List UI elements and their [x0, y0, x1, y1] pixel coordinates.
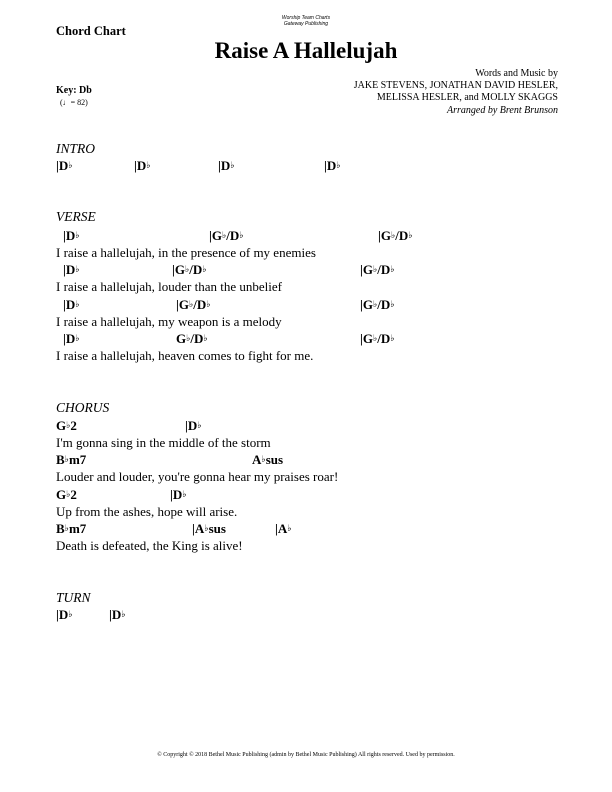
chord-root: B: [56, 521, 65, 536]
document-label: Chord Chart: [56, 24, 126, 38]
chord-root: D: [220, 158, 231, 173]
flat-sign: ♭: [75, 229, 80, 240]
flat-sign: ♭: [75, 298, 80, 309]
flat-sign: ♭: [146, 159, 151, 170]
chord-symbol: [176, 297, 211, 313]
flat-sign: ♭: [64, 453, 69, 464]
flat-sign: ♭: [202, 263, 207, 274]
section-label-turn: TURN: [56, 590, 91, 605]
chord-symbol: [56, 452, 86, 468]
chord-symbol: [185, 418, 202, 434]
bar-line: |: [172, 262, 175, 277]
bar-line: |: [218, 158, 221, 173]
flat-sign: ♭: [390, 332, 395, 343]
chord-root: G: [174, 262, 185, 277]
chord-symbol: [252, 452, 283, 468]
chord-root: G: [380, 228, 391, 243]
flat-sign: ♭: [261, 453, 266, 464]
chord-symbol: [360, 262, 395, 278]
song-title: Raise A Hallelujah: [214, 38, 398, 63]
lyric-line: I raise a hallelujah, in the presence of my enemies: [56, 245, 316, 260]
flat-sign: ♭: [75, 263, 80, 274]
writers-line-2: MELISSA HESLER, and MOLLY SKAGGS: [376, 92, 558, 104]
chord-suffix: /D: [226, 228, 240, 243]
chord-root: G: [176, 331, 187, 346]
flat-sign: ♭: [206, 298, 211, 309]
bar-line: |: [360, 297, 363, 312]
chord-root: B: [56, 452, 65, 467]
bar-line: |: [176, 297, 179, 312]
chord-suffix: 2: [70, 487, 77, 502]
publisher-line-2: Gateway Publishing: [283, 21, 329, 27]
lyric-line: I raise a hallelujah, heaven comes to fight for me.: [56, 348, 314, 363]
chord-suffix: /D: [377, 331, 391, 346]
bar-line: |: [63, 262, 66, 277]
chord-symbol: [218, 158, 235, 174]
chord-suffix: m7: [68, 521, 87, 536]
chord-suffix: /D: [190, 331, 204, 346]
flat-sign: ♭: [197, 419, 202, 430]
flat-sign: ♭: [373, 332, 378, 343]
bar-line: |: [170, 487, 173, 502]
chord-suffix: /D: [377, 297, 391, 312]
chord-symbol: [176, 331, 208, 347]
chord-symbol: [360, 297, 395, 313]
copyright-footer: © Copyright © 2018 Bethel Music Publishing (admin by Bethel Music Publishing) All rights reserved. Used by permission.: [157, 752, 455, 758]
chord-root: D: [136, 158, 147, 173]
bar-line: |: [378, 228, 381, 243]
chord-root: D: [187, 418, 198, 433]
flat-sign: ♭: [66, 419, 71, 430]
credits-heading: Words and Music by: [475, 68, 558, 79]
flat-sign: ♭: [391, 229, 396, 240]
chord-root: G: [178, 297, 189, 312]
flat-sign: ♭: [390, 298, 395, 309]
flat-sign: ♭: [204, 522, 209, 533]
chord-symbol: [63, 228, 80, 244]
chord-root: D: [172, 487, 183, 502]
flat-sign: ♭: [239, 229, 244, 240]
chord-root: A: [252, 452, 262, 467]
chord-root: D: [65, 262, 76, 277]
flat-sign: ♭: [373, 298, 378, 309]
chord-symbol: [63, 297, 80, 313]
flat-sign: ♭: [182, 488, 187, 499]
chord-root: D: [326, 158, 337, 173]
arranger: Arranged by Brent Brunson: [446, 104, 558, 116]
flat-sign: ♭: [68, 159, 73, 170]
chord-suffix: m7: [68, 452, 87, 467]
song-key: Key: Db: [56, 85, 92, 96]
flat-sign: ♭: [222, 229, 227, 240]
chord-suffix: /D: [189, 262, 203, 277]
lyric-line: I raise a hallelujah, louder than the unbelief: [56, 279, 282, 294]
chord-root: G: [211, 228, 222, 243]
chord-symbol: [63, 331, 80, 347]
chord-symbol: [56, 607, 73, 623]
bar-line: |: [109, 607, 112, 622]
chord-root: D: [65, 228, 76, 243]
bar-line: |: [192, 521, 195, 536]
chord-symbol: [360, 331, 395, 347]
chord-root: D: [65, 297, 76, 312]
chord-root: D: [58, 607, 69, 622]
chord-symbol: [170, 487, 187, 503]
bar-line: |: [63, 228, 66, 243]
chord-root: D: [111, 607, 122, 622]
chord-symbol: [192, 521, 226, 537]
flat-sign: ♭: [336, 159, 341, 170]
tempo-marking: (♩= 82): [60, 98, 88, 107]
chord-root: D: [58, 158, 69, 173]
chord-symbol: [56, 521, 86, 537]
bar-line: |: [360, 262, 363, 277]
flat-sign: ♭: [203, 332, 208, 343]
section-label-verse: VERSE: [56, 209, 96, 224]
flat-sign: ♭: [185, 263, 190, 274]
flat-sign: ♭: [186, 332, 191, 343]
chord-root: A: [194, 521, 205, 536]
flat-sign: ♭: [64, 522, 69, 533]
chord-symbol: [109, 607, 126, 623]
publisher-line-1: Worship Team Charts: [281, 15, 331, 21]
section-label-intro: INTRO: [56, 141, 96, 156]
chord-symbol: [275, 521, 292, 537]
flat-sign: ♭: [189, 298, 194, 309]
bar-line: |: [56, 607, 59, 622]
chord-symbol: [378, 228, 413, 244]
chord-root: A: [277, 521, 288, 536]
chord-root: G: [362, 262, 373, 277]
flat-sign: ♭: [121, 608, 126, 619]
chord-symbol: [134, 158, 151, 174]
flat-sign: ♭: [68, 608, 73, 619]
bar-line: |: [63, 331, 66, 346]
chord-symbol: [56, 418, 77, 434]
chord-suffix: 2: [70, 418, 77, 433]
bar-line: |: [275, 521, 278, 536]
bar-line: |: [63, 297, 66, 312]
chord-suffix: sus: [208, 521, 226, 536]
chord-suffix: /D: [377, 262, 391, 277]
bar-line: |: [134, 158, 137, 173]
bar-line: |: [324, 158, 327, 173]
chord-suffix: /D: [395, 228, 409, 243]
flat-sign: ♭: [408, 229, 413, 240]
chord-symbol: [56, 158, 73, 174]
bar-line: |: [360, 331, 363, 346]
lyric-line: I raise a hallelujah, my weapon is a melody: [56, 314, 282, 329]
flat-sign: ♭: [373, 263, 378, 274]
section-label-chorus: CHORUS: [56, 400, 110, 415]
chord-symbol: [209, 228, 244, 244]
lyric-line: I'm gonna sing in the middle of the storm: [56, 435, 271, 450]
flat-sign: ♭: [230, 159, 235, 170]
bar-line: |: [209, 228, 212, 243]
chord-symbol: [172, 262, 207, 278]
chord-suffix: sus: [265, 452, 284, 467]
bar-line: |: [56, 158, 59, 173]
flat-sign: ♭: [75, 332, 80, 343]
chord-root: G: [56, 487, 67, 502]
flat-sign: ♭: [66, 488, 71, 499]
chord-suffix: /D: [193, 297, 207, 312]
credits: [354, 68, 558, 117]
flat-sign: ♭: [287, 522, 292, 533]
writers-line-1: JAKE STEVENS, JONATHAN DAVID HESLER,: [353, 80, 558, 92]
chord-root: G: [362, 331, 373, 346]
chord-root: D: [65, 331, 76, 346]
bar-line: |: [185, 418, 188, 433]
chord-symbol: [63, 262, 80, 278]
chord-symbol: [324, 158, 341, 174]
lyric-line: Up from the ashes, hope will arise.: [56, 504, 238, 519]
chord-root: G: [362, 297, 373, 312]
flat-sign: ♭: [390, 263, 395, 274]
lyric-line: Death is defeated, the King is alive!: [56, 538, 243, 553]
lyric-line: Louder and louder, you're gonna hear my praises roar!: [56, 469, 339, 484]
chord-symbol: [56, 487, 77, 503]
chord-root: G: [56, 418, 67, 433]
